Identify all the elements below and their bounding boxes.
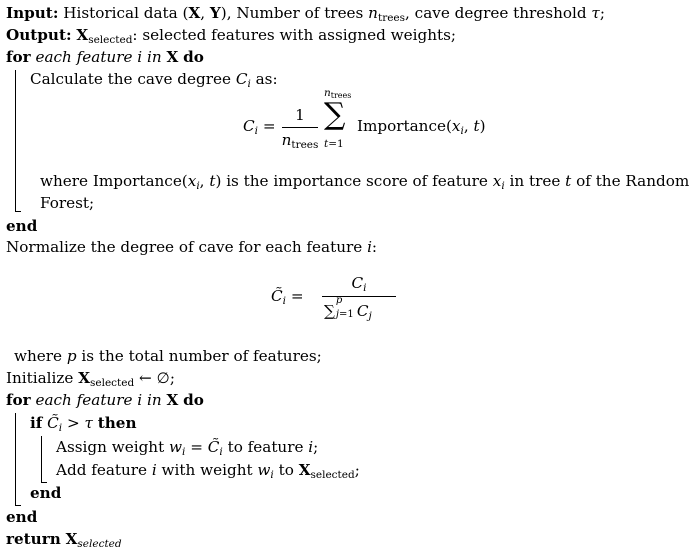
for-x-symbol: X xyxy=(166,48,179,66)
if-bar-tick xyxy=(41,482,47,483)
end-loop-2: end xyxy=(6,508,38,526)
output-x-symbol: X xyxy=(76,26,89,44)
input-keyword: Input: xyxy=(6,4,59,22)
eq2-fraction-bar xyxy=(322,296,396,297)
eq2-denominator: ∑ p j=1 $C_j$ xyxy=(324,295,372,322)
output-keyword: Output: xyxy=(6,26,72,44)
eq1-sum-top: $n_{trees}$ xyxy=(324,87,352,100)
loop-1-bar xyxy=(15,70,16,212)
end-loop-1: end xyxy=(6,217,38,235)
eq1-sum-bottom: t=1 xyxy=(324,138,344,150)
init-line: Initialize $X_{selected}$ ← ∅; xyxy=(6,369,175,389)
calc-text: Calculate the cave degree $C_i$ as: xyxy=(30,70,278,90)
assign-line: Assign weight $w_i$ = $C̃_i$ to feature i; xyxy=(56,438,319,458)
normalize-line: Normalize the degree of cave for each feature i: xyxy=(6,238,378,256)
loop-2-bar-tick xyxy=(15,505,21,506)
return-line: return $X_{selected}$ xyxy=(6,530,122,550)
output-line xyxy=(6,26,457,46)
output-subscript: selected xyxy=(88,34,133,46)
where-2-line: where p is the total number of features; xyxy=(14,347,322,365)
input-text: Historical data (X, Y), Number of trees $n_{trees}$, cave degree threshold τ; xyxy=(63,4,605,24)
where-1-line: where $Importance(x_i$, t) is the importance score of feature $x_i$ in tree t of the Random xyxy=(40,172,689,192)
eq2-lhs: $C̃_i$ = xyxy=(271,287,304,307)
for-loop-2-header: for each feature i in X do xyxy=(6,391,204,409)
if-line: if $C̃_i > \tau$ then xyxy=(30,414,137,434)
eq1-rhs: $Importance(x_i$, t) xyxy=(357,117,486,137)
for-text: each feature i in xyxy=(35,48,162,66)
loop-2-bar xyxy=(15,413,16,506)
end-if: end xyxy=(30,484,62,502)
eq1-denominator: $n_{trees}$ xyxy=(281,131,319,151)
where-1-line-2: Forest; xyxy=(40,194,95,212)
calc-line xyxy=(30,70,278,90)
eq1-lhs: $C_i$ = xyxy=(243,117,276,137)
eq1-sigma: ∑ xyxy=(324,97,346,132)
for-keyword: for xyxy=(6,48,31,66)
eq2-numerator: $C_i$ xyxy=(351,274,367,294)
do-keyword: do xyxy=(183,48,204,66)
output-text: : selected features with assigned weights; xyxy=(132,26,457,44)
for-loop-1-header xyxy=(6,50,204,65)
eq1-numerator: 1 xyxy=(295,106,305,124)
loop-1-bar-tick xyxy=(15,211,21,212)
add-line: Add feature i with weight $w_i$ to $X_{selected}$; xyxy=(56,461,360,481)
eq1-fraction-bar xyxy=(282,127,318,128)
if-bar xyxy=(41,436,42,483)
input-line xyxy=(6,4,605,24)
